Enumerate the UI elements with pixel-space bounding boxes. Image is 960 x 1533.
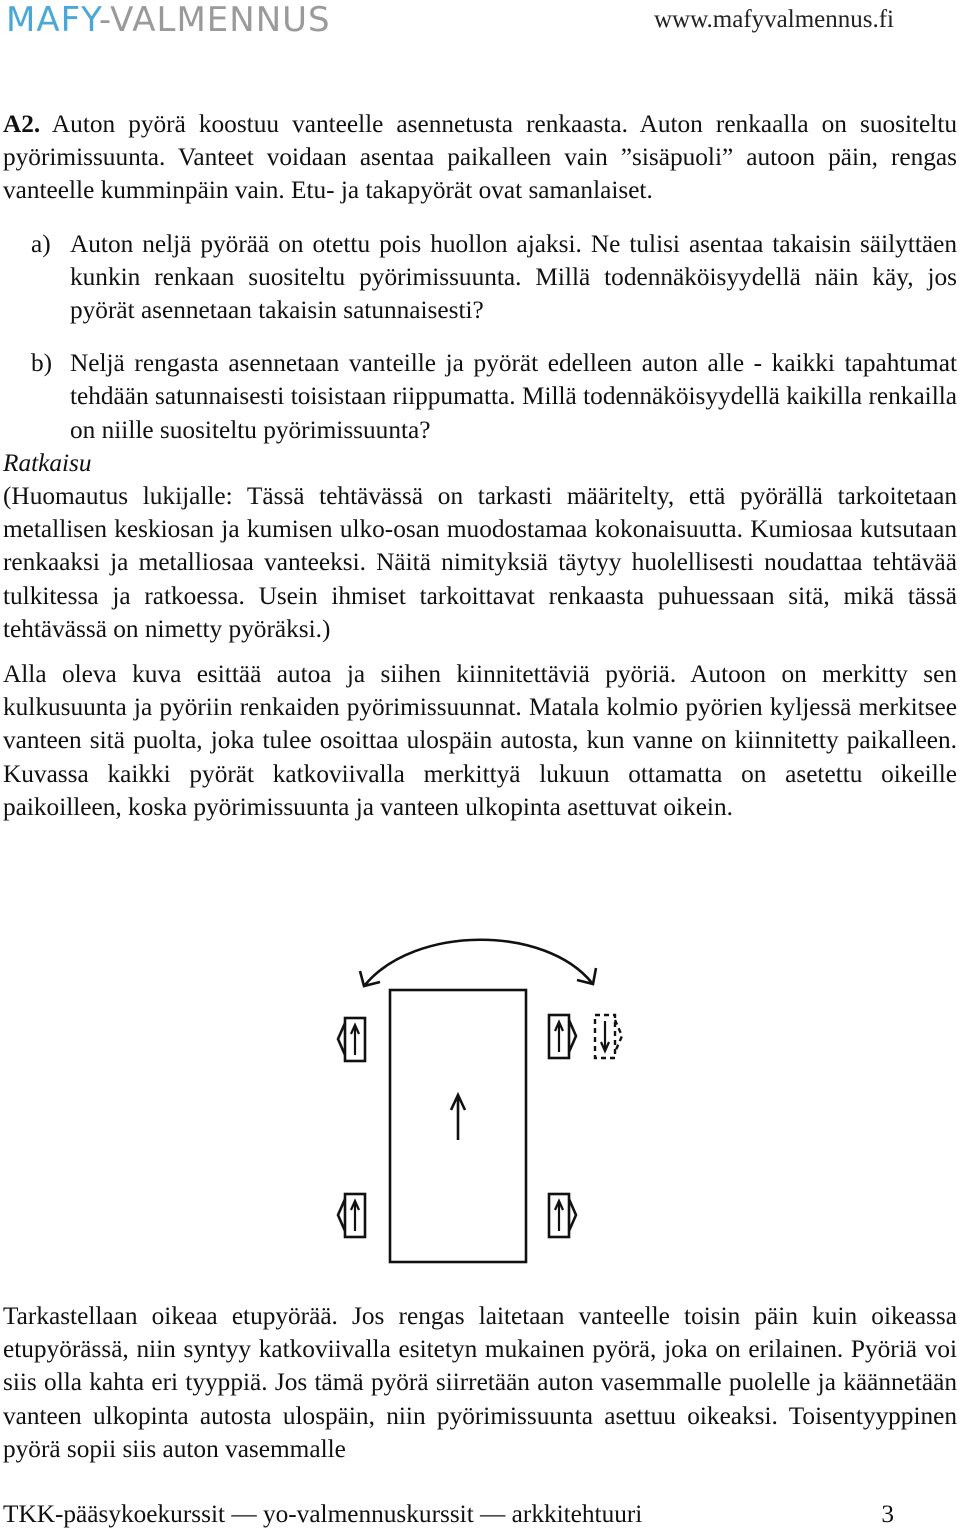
wheel-left-rear — [338, 1194, 365, 1237]
document-body — [3, 108, 957, 824]
wheel-right-rear — [549, 1194, 576, 1237]
wheel-dashed-alternative — [595, 1015, 622, 1058]
car-wheels-figure — [330, 935, 630, 1270]
page-number: 3 — [881, 1500, 894, 1528]
footer-text: TKK-pääsykoekurssit — yo-valmennuskurssit — arkkitehtuuri — [3, 1500, 643, 1528]
subtask-b-text: Neljä rengasta asennetaan vanteille ja pyörät edelleen auton alle - kaikki tapahtumat tehdään satunnaisesti toisistaan riippumatta. Millä todennäköisyydellä kaikilla renkailla on niille suositeltu pyörimissuunta? — [70, 349, 957, 444]
subtask-a-label: a) — [31, 229, 51, 258]
subtask-b-label: b) — [31, 349, 53, 378]
wheel-right-front — [549, 1015, 576, 1058]
logo-part-1: MAFY — [6, 0, 99, 40]
wheel-left-front — [338, 1018, 365, 1061]
task-intro-text: Auton pyörä koostuu vanteelle asennetusta renkaasta. Auton renkaalla on suositeltu pyörimissuunta. Vanteet voidaan asentaa paikalleen vain ”sisäpuoli” autoon päin, rengas vanteelle kumminpäin vain. Etu- ja takapyörät ovat samanlaiset. — [3, 110, 957, 205]
subtask-a-text: Auton neljä pyörää on otettu pois huollon ajaksi. Ne tulisi asentaa takaisin säilyttäen kunkin renkaan suositeltu pyörimissuunta. Millä todennäköisyydellä näin käy, jos pyörät asennetaan takaisin satunnaisesti? — [70, 229, 957, 325]
solution-title: Ratkaisu — [3, 448, 92, 477]
site-url: www.mafyvalmennus.fi — [654, 6, 894, 33]
solution-figure-description: Alla oleva kuva esittää autoa ja siihen kiinnitettäviä pyöriä. Autoon on merkitty sen kulkusuunta ja pyöriin renkaiden pyörimissuunnat. Matala kolmio pyörien kyljessä merkitsee vanteen sitä puolta, joka tulee osoittaa ulospäin autosta, kun vanne on kiinnitetty paikalleen. Kuvassa kaikki pyörät katkoviivalla merkittyä lukuun ottamatta on asetettu oikeille paikoilleen, koska pyörimissuunta ja vanteen ulkopinta asettuvat oikein. — [3, 660, 957, 821]
logo-part-2: -VALMENNUS — [98, 0, 331, 40]
task-label: A2. — [3, 110, 41, 138]
solution-continuation: Tarkastellaan oikeaa etupyörää. Jos rengas laitetaan vanteelle toisin päin kuin oikeassa etupyörässä, niin syntyy katkoviivalla esitetyn mukainen pyörä, joka on erilainen. Pyöriä voi siis olla kahta eri tyyppiä. Jos tämä pyörä siirretään auton vasemmalle puolelle ja käännetään vanteen ulkopinta autosta ulospäin, niin pyörimissuunta asettuu oikeaksi. Toisentyyppinen pyörä sopii siis auton vasemmalle — [3, 1302, 957, 1463]
swap-arrow — [365, 940, 592, 985]
solution-note: (Huomautus lukijalle: Tässä tehtävässä on tarkasti määritelty, että pyörällä tarkoitetaan metallisen keskiosan ja kumisen ulko-osan muodostamaa kokonaisuutta. Kumiosaa kutsutaan renkaaksi ja metalliosaa vanteeksi. Näitä nimityksiä täytyy huolellisesti noudattaa tehtävää tulkitessa ja ratkoessa. Usein ihmiset tarkoittavat renkaasta puhuessaan sitä, mikä tässä tehtävässä on nimetty pyöräksi.) — [3, 482, 957, 643]
brand-logo — [6, 0, 331, 40]
subtask-b — [3, 347, 957, 447]
subtask-a — [3, 228, 957, 328]
page-footer — [3, 1500, 894, 1529]
task-intro — [3, 108, 957, 208]
